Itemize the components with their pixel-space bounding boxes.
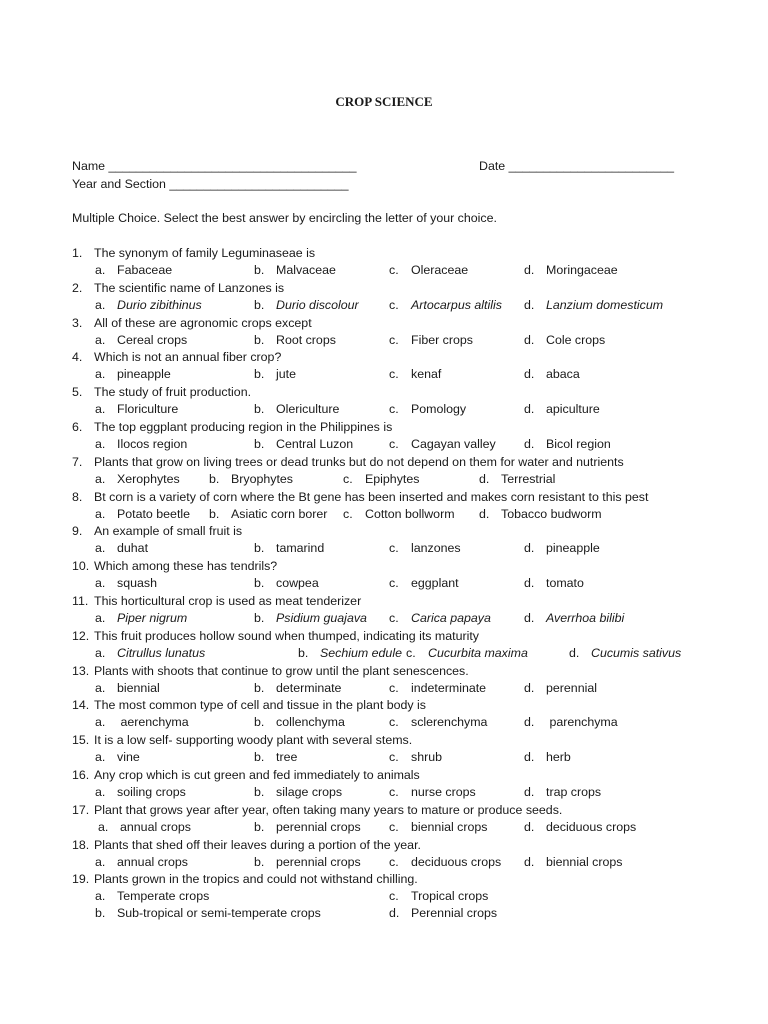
option-7-d[interactable] — [479, 471, 555, 487]
option-letter: c. — [389, 576, 399, 590]
option-text: nurse crops — [411, 785, 476, 799]
option-text: pineapple — [546, 541, 600, 555]
option-12-d[interactable] — [569, 645, 681, 661]
option-text: silage crops — [276, 785, 343, 799]
option-2-d[interactable] — [524, 297, 663, 313]
question-number: 7. — [72, 455, 83, 469]
option-15-b[interactable] — [254, 749, 297, 765]
option-letter: c. — [389, 263, 399, 277]
option-letter: c. — [389, 298, 399, 312]
option-11-a[interactable] — [95, 610, 187, 626]
option-text: Cucumis sativus — [591, 646, 682, 660]
option-letter: a. — [95, 367, 106, 381]
option-text: Sub-tropical or semi-temperate crops — [117, 906, 321, 920]
option-text: vine — [117, 750, 140, 764]
option-12-c[interactable] — [406, 645, 528, 661]
question-text: Which among these has tendrils? — [94, 559, 278, 573]
question-number: 3. — [72, 316, 83, 330]
option-19-d[interactable] — [389, 905, 497, 921]
option-17-c[interactable] — [389, 819, 487, 835]
question-number: 15. — [72, 733, 90, 747]
option-16-b[interactable] — [254, 784, 342, 800]
question-number: 8. — [72, 490, 83, 504]
option-3-b[interactable] — [254, 332, 336, 348]
option-text: aerenchyma — [117, 715, 189, 729]
question-text: Which is not an annual fiber crop? — [94, 350, 282, 364]
option-letter: a. — [95, 402, 106, 416]
question-number: 5. — [72, 385, 83, 399]
option-18-b[interactable] — [254, 854, 361, 870]
option-text: Asiatic corn borer — [231, 507, 328, 521]
question-6 — [72, 419, 392, 435]
option-2-c[interactable] — [389, 297, 502, 313]
option-text: Bicol region — [546, 437, 611, 451]
option-letter: b. — [254, 402, 265, 416]
option-letter: b. — [254, 715, 265, 729]
question-text: The study of fruit production. — [94, 385, 252, 399]
instructions: Multiple Choice. Select the best answer by encircling the letter of your choice. — [72, 211, 497, 225]
option-text: perennial crops — [276, 855, 361, 869]
question-13 — [72, 663, 469, 679]
option-text: soiling crops — [117, 785, 186, 799]
year-section-field-label: Year and Section __________________________ — [72, 177, 349, 191]
option-letter: c. — [389, 611, 399, 625]
option-14-b[interactable] — [254, 714, 345, 730]
option-letter: c. — [389, 889, 399, 903]
option-letter: d. — [524, 367, 535, 381]
option-text: eggplant — [411, 576, 459, 590]
option-text: Bryophytes — [231, 472, 293, 486]
question-text: Plants that grow on living trees or dead trunks but do not depend on them for water and nutrients — [94, 455, 624, 469]
option-letter: d. — [389, 906, 400, 920]
option-letter: b. — [209, 507, 220, 521]
option-text: Durio zibithinus — [117, 298, 202, 312]
option-text: squash — [117, 576, 157, 590]
option-text: Cereal crops — [117, 333, 188, 347]
option-19-b[interactable] — [95, 905, 321, 921]
question-text: Any crop which is cut green and fed immediately to animals — [94, 768, 420, 782]
option-7-b[interactable] — [209, 471, 293, 487]
option-text: abaca — [546, 367, 580, 381]
option-17-d[interactable] — [524, 819, 636, 835]
option-text: Citrullus lunatus — [117, 646, 206, 660]
option-text: shrub — [411, 750, 442, 764]
option-text: duhat — [117, 541, 149, 555]
option-letter: a. — [95, 472, 106, 486]
option-13-c[interactable] — [389, 680, 486, 696]
option-text: determinate — [276, 681, 342, 695]
option-text: Olericulture — [276, 402, 340, 416]
option-text: pineapple — [117, 367, 171, 381]
option-17-b[interactable] — [254, 819, 361, 835]
option-text: Cotton bollworm — [365, 507, 455, 521]
option-9-c[interactable] — [389, 540, 461, 556]
option-18-c[interactable] — [389, 854, 501, 870]
question-1 — [72, 245, 315, 261]
option-6-a[interactable] — [95, 436, 187, 452]
option-text: Temperate crops — [117, 889, 210, 903]
option-4-d[interactable] — [524, 366, 580, 382]
name-field-label: Name ____________________________________ — [72, 159, 357, 173]
option-text: Ilocos region — [117, 437, 188, 451]
option-letter: c. — [389, 437, 399, 451]
option-text: Floriculture — [117, 402, 179, 416]
option-19-a[interactable] — [95, 888, 209, 904]
option-text: Tobacco budworm — [501, 507, 602, 521]
option-letter: c. — [343, 472, 353, 486]
option-16-a[interactable] — [95, 784, 186, 800]
option-8-c[interactable] — [343, 506, 455, 522]
option-text: Moringaceae — [546, 263, 618, 277]
question-9 — [72, 523, 242, 539]
option-8-a[interactable] — [95, 506, 190, 522]
option-letter: a. — [95, 611, 106, 625]
option-13-b[interactable] — [254, 680, 341, 696]
option-1-c[interactable] — [389, 262, 468, 278]
option-16-c[interactable] — [389, 784, 476, 800]
option-text: Pomology — [411, 402, 467, 416]
option-text: kenaf — [411, 367, 442, 381]
question-11 — [72, 593, 361, 609]
question-14 — [72, 697, 426, 713]
option-text: Carica papaya — [411, 611, 491, 625]
option-text: Terrestrial — [501, 472, 556, 486]
option-letter: d. — [524, 855, 535, 869]
option-text: annual crops — [117, 855, 188, 869]
option-10-a[interactable] — [95, 575, 157, 591]
option-letter: a. — [95, 263, 106, 277]
option-letter: b. — [254, 576, 265, 590]
question-text: Plants with shoots that continue to grow until the plant senescences. — [94, 664, 469, 678]
option-text: Lanzium domesticum — [546, 298, 664, 312]
option-9-b[interactable] — [254, 540, 324, 556]
option-letter: d. — [524, 681, 535, 695]
option-text: biennial crops — [546, 855, 623, 869]
question-7 — [72, 454, 624, 470]
option-2-a[interactable] — [95, 297, 202, 313]
option-letter: b. — [254, 333, 265, 347]
option-letter: d. — [524, 541, 535, 555]
option-letter: a. — [95, 437, 106, 451]
question-10 — [72, 558, 277, 574]
option-text: Piper nigrum — [117, 611, 188, 625]
option-letter: d. — [524, 402, 535, 416]
option-10-d[interactable] — [524, 575, 584, 591]
option-text: deciduous crops — [546, 820, 637, 834]
option-text: tree — [276, 750, 298, 764]
question-12 — [72, 628, 479, 644]
option-letter: c. — [389, 333, 399, 347]
option-2-b[interactable] — [254, 297, 359, 313]
question-number: 13. — [72, 664, 90, 678]
question-number: 6. — [72, 420, 83, 434]
date-field-label: Date ________________________ — [479, 159, 675, 173]
option-text: biennial — [117, 681, 160, 695]
option-12-a[interactable] — [95, 645, 205, 661]
question-number: 18. — [72, 838, 90, 852]
option-text: apiculture — [546, 402, 600, 416]
option-text: Averrhoa bilibi — [546, 611, 625, 625]
option-15-a[interactable] — [95, 749, 140, 765]
option-text: parenchyma — [546, 715, 618, 729]
question-18 — [72, 837, 421, 853]
option-19-c[interactable] — [389, 888, 488, 904]
option-14-a[interactable] — [95, 714, 189, 730]
option-text: lanzones — [411, 541, 461, 555]
option-letter: a. — [95, 889, 106, 903]
option-text: Artocarpus altilis — [411, 298, 502, 312]
option-letter: a. — [95, 541, 106, 555]
option-letter: d. — [524, 298, 535, 312]
option-letter: d. — [524, 820, 535, 834]
option-1-d[interactable] — [524, 262, 618, 278]
option-letter: d. — [524, 437, 535, 451]
option-text: Psidium guajava — [276, 611, 367, 625]
option-text: Oleraceae — [411, 263, 469, 277]
option-text: jute — [276, 367, 296, 381]
option-text: herb — [546, 750, 571, 764]
question-text: It is a low self- supporting woody plant with several stems. — [94, 733, 413, 747]
option-3-a[interactable] — [95, 332, 187, 348]
option-text: Cucurbita maxima — [428, 646, 528, 660]
option-11-d[interactable] — [524, 610, 624, 626]
option-letter: b. — [209, 472, 220, 486]
option-11-b[interactable] — [254, 610, 367, 626]
option-4-a[interactable] — [95, 366, 171, 382]
option-text: perennial — [546, 681, 597, 695]
option-6-d[interactable] — [524, 436, 611, 452]
option-letter: a. — [95, 855, 106, 869]
question-number: 1. — [72, 246, 83, 260]
option-9-a[interactable] — [95, 540, 148, 556]
option-18-d[interactable] — [524, 854, 622, 870]
question-number: 4. — [72, 350, 83, 364]
option-letter: c. — [389, 855, 399, 869]
option-letter: c. — [343, 507, 353, 521]
option-letter: a. — [95, 750, 106, 764]
option-letter: c. — [389, 367, 399, 381]
option-5-c[interactable] — [389, 401, 466, 417]
option-letter: b. — [254, 611, 265, 625]
option-letter: d. — [569, 646, 580, 660]
question-8 — [72, 489, 648, 505]
option-letter: a. — [95, 298, 106, 312]
option-13-a[interactable] — [95, 680, 160, 696]
option-letter: a. — [95, 681, 106, 695]
question-17 — [72, 802, 562, 818]
option-18-a[interactable] — [95, 854, 188, 870]
option-text: indeterminate — [411, 681, 487, 695]
question-number: 11. — [72, 594, 89, 608]
option-17-a[interactable] — [98, 819, 191, 835]
option-letter: a. — [95, 333, 106, 347]
option-letter: d. — [524, 263, 535, 277]
option-letter: b. — [95, 906, 106, 920]
question-3 — [72, 315, 312, 331]
option-text: Xerophytes — [117, 472, 180, 486]
question-number: 17. — [72, 803, 90, 817]
option-text: Tropical crops — [411, 889, 489, 903]
question-number: 16. — [72, 768, 90, 782]
option-letter: d. — [479, 472, 490, 486]
option-letter: b. — [254, 263, 265, 277]
option-14-c[interactable] — [389, 714, 487, 730]
option-text: collenchyma — [276, 715, 345, 729]
option-letter: b. — [254, 855, 265, 869]
option-letter: d. — [524, 750, 535, 764]
option-4-b[interactable] — [254, 366, 296, 382]
option-letter: d. — [524, 333, 535, 347]
option-letter: b. — [298, 646, 309, 660]
option-3-d[interactable] — [524, 332, 605, 348]
option-letter: b. — [254, 367, 265, 381]
option-9-d[interactable] — [524, 540, 600, 556]
option-text: annual crops — [120, 820, 191, 834]
option-letter: b. — [254, 681, 265, 695]
option-letter: b. — [254, 820, 265, 834]
option-14-d[interactable] — [524, 714, 618, 730]
question-19 — [72, 871, 418, 887]
option-text: Perennial crops — [411, 906, 498, 920]
option-text: perennial crops — [276, 820, 361, 834]
option-letter: c. — [389, 785, 399, 799]
question-number: 9. — [72, 524, 83, 538]
question-text: Plants that shed off their leaves during a portion of the year. — [94, 838, 421, 852]
question-number: 12. — [72, 629, 90, 643]
option-1-b[interactable] — [254, 262, 336, 278]
option-letter: c. — [389, 402, 399, 416]
option-letter: b. — [254, 437, 265, 451]
question-text: An example of small fruit is — [94, 524, 243, 538]
option-letter: c. — [389, 820, 399, 834]
option-text: cowpea — [276, 576, 319, 590]
question-number: 2. — [72, 281, 83, 295]
option-letter: a. — [95, 646, 106, 660]
option-text: Fabaceae — [117, 263, 173, 277]
option-text: Fiber crops — [411, 333, 473, 347]
option-text: Potato beetle — [117, 507, 191, 521]
option-text: Root crops — [276, 333, 336, 347]
option-letter: c. — [406, 646, 416, 660]
question-number: 19. — [72, 872, 90, 886]
option-letter: d. — [524, 576, 535, 590]
option-letter: a. — [95, 715, 106, 729]
option-1-a[interactable] — [95, 262, 172, 278]
option-letter: d. — [479, 507, 490, 521]
question-text: This fruit produces hollow sound when thumped, indicating its maturity — [94, 629, 479, 643]
option-text: Cole crops — [546, 333, 606, 347]
option-letter: b. — [254, 541, 265, 555]
option-letter: b. — [254, 750, 265, 764]
option-text: Sechium edule — [320, 646, 402, 660]
option-6-b[interactable] — [254, 436, 353, 452]
option-5-a[interactable] — [95, 401, 178, 417]
option-text: Malvaceae — [276, 263, 336, 277]
question-16 — [72, 767, 420, 783]
question-number: 14. — [72, 698, 90, 712]
question-number: 10. — [72, 559, 90, 573]
option-letter: a. — [98, 820, 109, 834]
option-8-d[interactable] — [479, 506, 602, 522]
question-text: Bt corn is a variety of corn where the Bt gene has been inserted and makes corn resistant to this pest — [94, 490, 649, 504]
option-10-c[interactable] — [389, 575, 459, 591]
option-letter: c. — [389, 750, 399, 764]
option-letter: a. — [95, 576, 106, 590]
question-text: The top eggplant producing region in the Philippines is — [94, 420, 393, 434]
option-letter: a. — [95, 507, 106, 521]
question-text: Plants grown in the tropics and could not withstand chilling. — [94, 872, 418, 886]
option-letter: d. — [524, 715, 535, 729]
question-text: The synonym of family Leguminaseae is — [94, 246, 316, 260]
question-text: All of these are agronomic crops except — [94, 316, 312, 330]
option-11-c[interactable] — [389, 610, 491, 626]
option-text: tamarind — [276, 541, 325, 555]
option-4-c[interactable] — [389, 366, 441, 382]
option-letter: b. — [254, 785, 265, 799]
option-text: Cagayan valley — [411, 437, 496, 451]
option-letter: a. — [95, 785, 106, 799]
option-letter: d. — [524, 611, 535, 625]
option-text: trap crops — [546, 785, 602, 799]
option-8-b[interactable] — [209, 506, 327, 522]
option-7-c[interactable] — [343, 471, 419, 487]
option-text: tomato — [546, 576, 584, 590]
question-4 — [72, 349, 281, 365]
option-letter: c. — [389, 681, 399, 695]
option-3-c[interactable] — [389, 332, 473, 348]
option-letter: b. — [254, 298, 265, 312]
question-text: The most common type of cell and tissue in the plant body is — [94, 698, 426, 712]
option-10-b[interactable] — [254, 575, 319, 591]
option-letter: c. — [389, 541, 399, 555]
option-5-d[interactable] — [524, 401, 600, 417]
question-text: This horticultural crop is used as meat tenderizer — [94, 594, 362, 608]
question-text: Plant that grows year after year, often taking many years to mature or produce seeds. — [94, 803, 563, 817]
question-5 — [72, 384, 251, 400]
option-15-c[interactable] — [389, 749, 442, 765]
option-text: Durio discolour — [276, 298, 359, 312]
question-2 — [72, 280, 284, 296]
option-text: deciduous crops — [411, 855, 502, 869]
option-6-c[interactable] — [389, 436, 496, 452]
question-15 — [72, 732, 412, 748]
option-16-d[interactable] — [524, 784, 601, 800]
option-12-b[interactable] — [298, 645, 402, 661]
option-13-d[interactable] — [524, 680, 597, 696]
page-title: CROP SCIENCE — [335, 94, 433, 109]
option-letter: c. — [389, 715, 399, 729]
option-text: sclerenchyma — [411, 715, 488, 729]
option-text: biennial crops — [411, 820, 488, 834]
option-15-d[interactable] — [524, 749, 571, 765]
option-text: Epiphytes — [365, 472, 420, 486]
option-7-a[interactable] — [95, 471, 180, 487]
question-text: The scientific name of Lanzones is — [94, 281, 285, 295]
option-letter: d. — [524, 785, 535, 799]
option-text: Central Luzon — [276, 437, 354, 451]
option-5-b[interactable] — [254, 401, 339, 417]
